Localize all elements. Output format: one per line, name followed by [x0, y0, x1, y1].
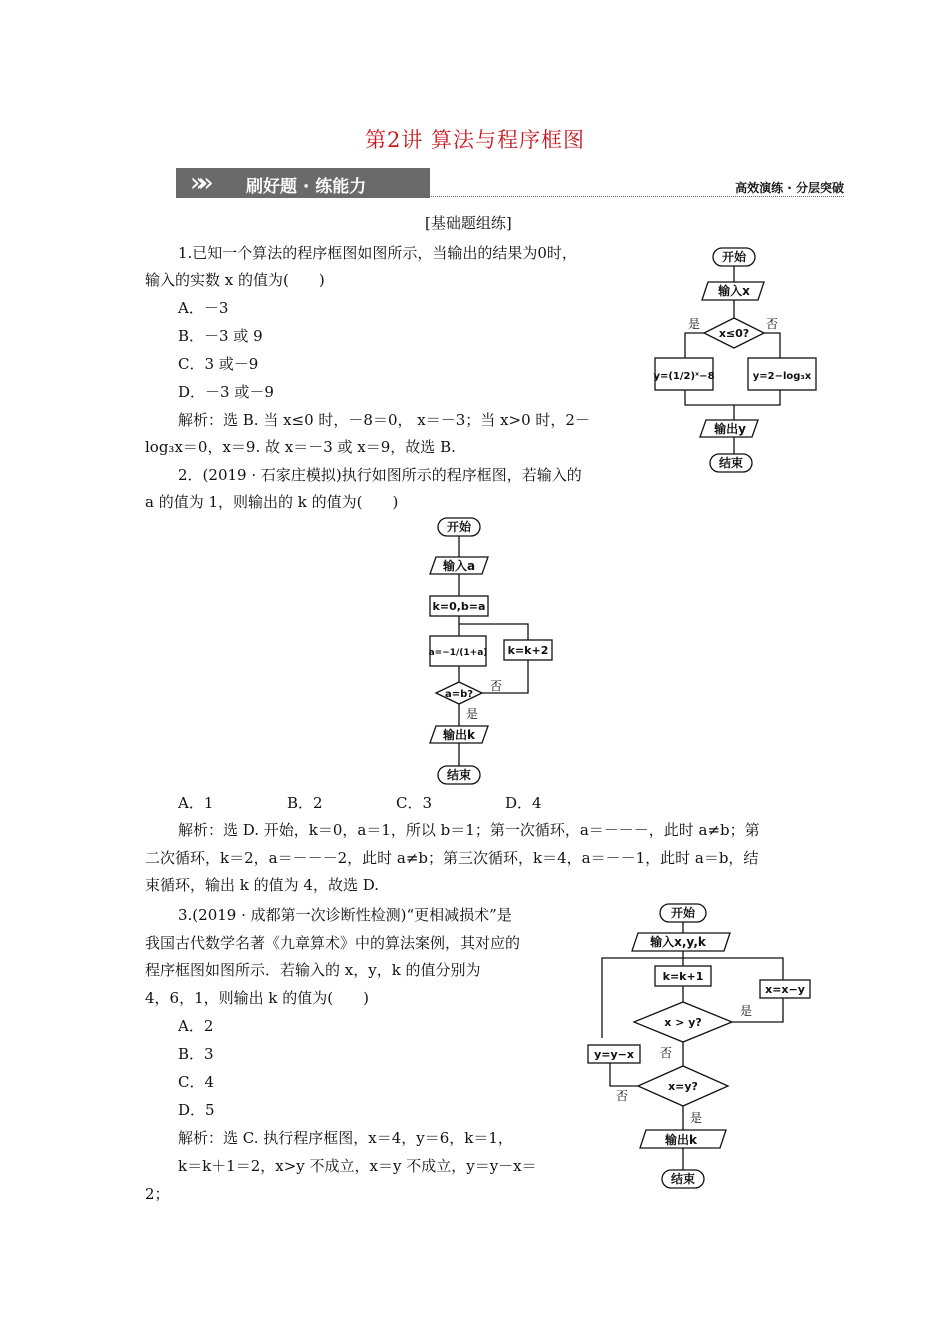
flow-label: 是: [466, 707, 479, 721]
q2-option: A．1: [178, 794, 214, 812]
q3-option: A．2: [178, 1017, 214, 1035]
q3-stem-line: 4，6，1，则输出 k 的值为( ): [145, 989, 369, 1007]
flow-text: k=k+1: [662, 970, 704, 983]
banner-subtitle: 高效演练 · 分层突破: [735, 181, 844, 195]
flow-text: 开始: [446, 520, 472, 534]
q3-analysis-line: 解析：选 C. 执行程序框图，x＝4，y＝6，k＝1，: [178, 1129, 513, 1147]
flow-text: x > y?: [664, 1016, 702, 1029]
q2-stem-line: a 的值为 1，则输出的 k 的值为( ): [145, 493, 399, 511]
flow-label: 是: [690, 1111, 703, 1125]
page-title: 第2讲 算法与程序框图: [364, 128, 586, 152]
flow-label: 否: [660, 1046, 673, 1060]
q1-analysis-line: log₃x＝0，x＝9. 故 x＝－3 或 x＝9，故选 B.: [145, 438, 456, 456]
flow-label: 否: [765, 317, 779, 331]
flow-text: a=−1/(1+a): [428, 648, 488, 658]
flow-text: k=k+2: [507, 644, 549, 657]
q3-flowchart: [580, 898, 840, 1194]
q2-analysis-line: 解析：选 D. 开始，k＝0，a＝1，所以 b＝1；第一次循环，a＝－－－，此时 a≠b；第: [178, 821, 760, 839]
q1-option: A．－3: [178, 299, 229, 317]
flow-text: 输出k: [665, 1133, 697, 1147]
q3-stem-line: 3.(2019 · 成都第一次诊断性检测)“更相减损术”是: [178, 906, 512, 924]
flow-text: 结束: [670, 1172, 696, 1186]
flow-text: 结束: [446, 768, 472, 782]
flow-label: 否: [490, 679, 503, 693]
flow-label: 是: [740, 1004, 753, 1018]
q2-analysis-line: 二次循环，k＝2，a＝－－－2，此时 a≠b；第三次循环，k＝4，a＝－－1，此时 a＝b，结: [145, 849, 759, 867]
flow-text: y=(1/2)ˣ−8: [653, 371, 715, 382]
q3-option: D．5: [178, 1101, 215, 1119]
flow-text: 开始: [721, 250, 747, 264]
flow-text: 开始: [670, 906, 696, 920]
flow-text: 输入x: [718, 284, 750, 298]
q2-option: D．4: [505, 794, 542, 812]
flow-text: k=0,b=a: [432, 600, 486, 613]
flow-label: 否: [616, 1089, 629, 1103]
banner-divider: [176, 196, 844, 197]
flow-text: 输出y: [714, 422, 746, 436]
banner-text: 刷好题 · 练能力: [246, 177, 367, 197]
flow-text: 输入a: [442, 559, 476, 573]
flow-text: x=x−y: [765, 983, 805, 996]
flow-text: x≤0?: [718, 327, 750, 340]
q3-analysis-line: 2；: [145, 1185, 170, 1203]
q3-stem-line: 程序框图如图所示．若输入的 x，y，k 的值分别为: [145, 961, 481, 979]
q1-option: B．－3 或 9: [178, 327, 263, 345]
flow-text: x=y?: [668, 1080, 698, 1093]
section-title: [基础题组练]: [425, 214, 512, 232]
q3-option: C．4: [178, 1073, 215, 1091]
q3-option: B．3: [178, 1045, 214, 1063]
q2-flowchart: [420, 512, 570, 790]
flow-label: 是: [687, 317, 701, 331]
flow-text: y=y−x: [594, 1048, 634, 1061]
q2-stem-line: 2．(2019 · 石家庄模拟)执行如图所示的程序框图，若输入的: [178, 466, 582, 484]
q2-analysis-line: 束循环，输出 k 的值为 4，故选 D.: [145, 876, 379, 894]
q1-stem-line: 1.已知一个算法的程序框图如图所示，当输出的结果为0时，: [178, 244, 577, 262]
q1-option: D．－3 或－9: [178, 383, 274, 401]
q2-option: C．3: [396, 794, 433, 812]
q3-stem-line: 我国古代数学名著《九章算术》中的算法案例，其对应的: [145, 934, 521, 952]
chevron-icon: »»: [190, 168, 206, 198]
q1-analysis-line: 解析：选 B. 当 x≤0 时，－8＝0， x＝－3；当 x>0 时，2－: [178, 411, 590, 429]
q2-option: B．2: [287, 794, 323, 812]
q1-flowchart: [640, 240, 830, 480]
q3-analysis-line: k＝k＋1＝2，x>y 不成立，x＝y 不成立，y＝y－x＝: [178, 1157, 537, 1175]
q1-option: C．3 或－9: [178, 355, 259, 373]
flow-text: 输入x,y,k: [650, 935, 706, 949]
flow-text: y=2−log₃x: [752, 371, 812, 382]
section-banner: [176, 168, 430, 198]
flow-text: 结束: [718, 456, 744, 470]
q1-stem-line: 输入的实数 x 的值为( ): [145, 271, 325, 289]
flow-text: 输出k: [443, 728, 475, 742]
flow-text: a=b?: [444, 689, 474, 700]
